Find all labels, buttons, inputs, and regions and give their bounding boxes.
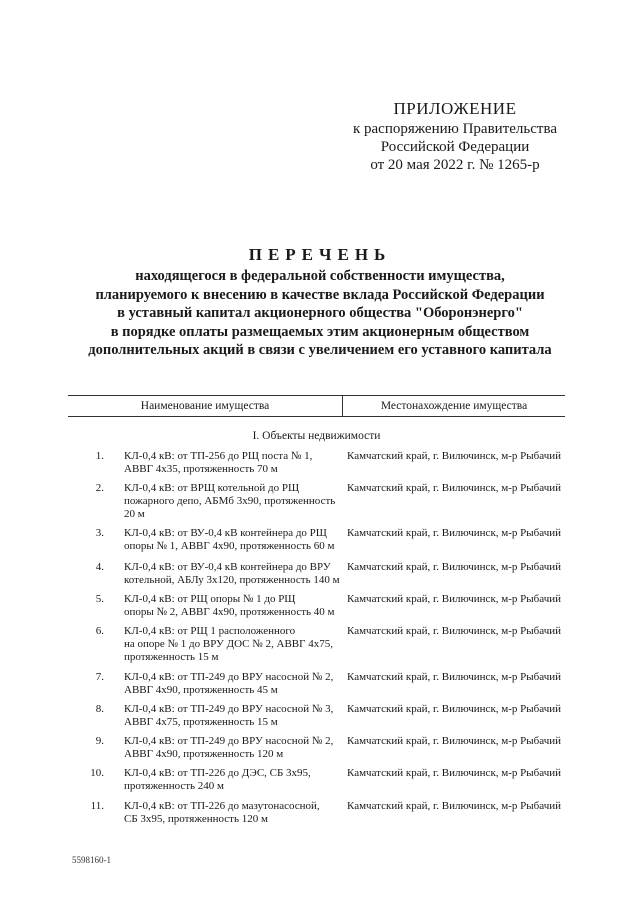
section-heading: I. Объекты недвижимости [252, 430, 381, 442]
row-property-name: КЛ-0,4 кВ: от ТП-249 до ВРУ насосной № 3, АВВГ 4х75, протяженность 15 м [124, 703, 334, 728]
column-header-location: Местонахождение имущества [380, 400, 528, 412]
row-property-name: КЛ-0,4 кВ: от ТП-226 до мазутонасосной, СБ 3х95, протяженность 120 м [124, 800, 320, 825]
subtitle-line-3: в уставный капитал акционерного общества "Оборонэнерго" [117, 305, 523, 321]
row-location: Камчатский край, г. Вилючинск, м-р Рыбачий [347, 482, 562, 494]
row-number: 10. [90, 767, 104, 779]
row-number: 6. [95, 625, 104, 637]
appendix-heading: ПРИЛОЖЕНИЕ [393, 99, 517, 118]
appendix-block [320, 100, 590, 174]
row-location: Камчатский край, г. Вилючинск, м-р Рыбачий [347, 735, 562, 747]
table-header-bottom-rule [68, 416, 565, 417]
document-title: ПЕРЕЧЕНЬ [248, 245, 392, 264]
subtitle-line-2: планируемого к внесению в качестве вклада Российской Федерации [95, 286, 545, 303]
row-number: 2. [95, 482, 104, 494]
row-number: 7. [95, 671, 104, 683]
row-number: 5. [95, 593, 104, 605]
appendix-line-1: к распоряжению Правительства [352, 121, 557, 137]
row-location: Камчатский край, г. Вилючинск, м-р Рыбачий [347, 561, 562, 573]
row-location: Камчатский край, г. Вилючинск, м-р Рыбачий [347, 527, 562, 539]
row-property-name: КЛ-0,4 кВ: от ТП-226 до ДЭС, СБ 3х95, протяженность 240 м [124, 767, 311, 792]
row-location: Камчатский край, г. Вилючинск, м-р Рыбачий [347, 450, 562, 462]
subtitle-line-1: находящегося в федеральной собственности имущества, [135, 268, 505, 284]
subtitle-line-5: дополнительных акций в связи с увеличением его уставного капитала [88, 342, 552, 358]
column-header-name: Наименование имущества [140, 400, 270, 412]
row-number: 9. [95, 735, 104, 747]
appendix-line-3: от 20 мая 2022 г. № 1265-р [370, 157, 540, 173]
row-property-name: КЛ-0,4 кВ: от ТП-249 до ВРУ насосной № 2, АВВГ 4х90, протяженность 45 м [124, 671, 334, 696]
document-subtitle [40, 267, 600, 360]
row-number: 3. [95, 527, 104, 539]
row-property-name: КЛ-0,4 кВ: от ВУ-0,4 кВ контейнера до РЩ опоры № 1, АВВГ 4х90, протяженность 60 м [124, 527, 335, 552]
row-number: 11. [90, 800, 104, 812]
row-location: Камчатский край, г. Вилючинск, м-р Рыбачий [347, 800, 562, 812]
row-property-name: КЛ-0,4 кВ: от ВРЩ котельной до РЩ пожарного депо, АБМб 3х90, протяженность 20 м [124, 482, 336, 520]
row-number: 1. [95, 450, 104, 462]
row-property-name: КЛ-0,4 кВ: от РЩ опоры № 1 до РЩ опоры № 2, АВВГ 4х90, протяженность 40 м [124, 593, 335, 618]
row-location: Камчатский край, г. Вилючинск, м-р Рыбачий [347, 767, 562, 779]
row-location: Камчатский край, г. Вилючинск, м-р Рыбачий [347, 671, 562, 683]
appendix-line-2: Российской Федерации [380, 139, 530, 155]
row-location: Камчатский край, г. Вилючинск, м-р Рыбачий [347, 593, 562, 605]
row-location: Камчатский край, г. Вилючинск, м-р Рыбачий [347, 703, 562, 715]
document-code: 5598160-1 [72, 855, 111, 865]
row-property-name: КЛ-0,4 кВ: от ТП-249 до ВРУ насосной № 2, АВВГ 4х90, протяженность 120 м [124, 735, 334, 760]
subtitle-line-4: в порядке оплаты размещаемых этим акционерным обществом [110, 323, 530, 340]
row-number: 8. [95, 703, 104, 715]
row-location: Камчатский край, г. Вилючинск, м-р Рыбачий [347, 625, 562, 637]
row-property-name: КЛ-0,4 кВ: от ВУ-0,4 кВ контейнера до ВРУ котельной, АБЛу 3х120, протяженность 140 м [124, 561, 340, 586]
row-property-name: КЛ-0,4 кВ: от РЩ 1 расположенного на опоре № 1 до ВРУ ДОС № 2, АВВГ 4х75, протяженность 15 м [124, 625, 333, 663]
row-number: 4. [95, 561, 104, 573]
row-property-name: КЛ-0,4 кВ: от ТП-256 до РЩ поста № 1, АВВГ 4х35, протяженность 70 м [124, 450, 313, 475]
